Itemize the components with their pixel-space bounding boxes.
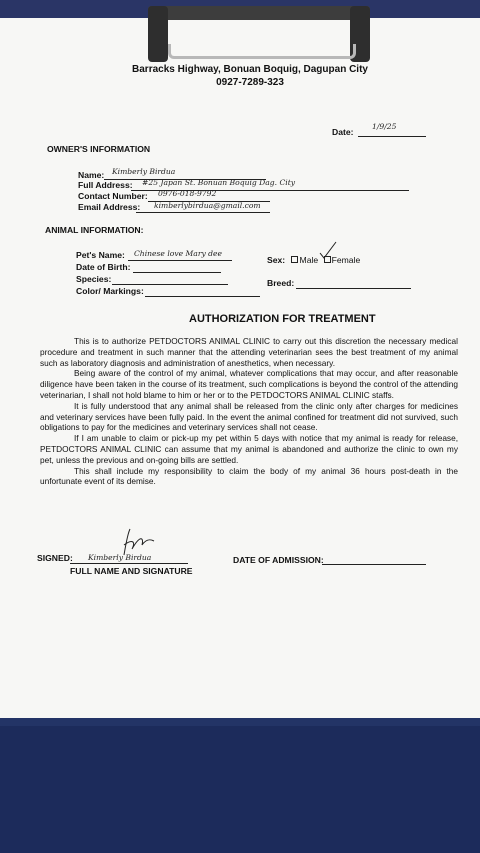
admission-line: [322, 564, 426, 565]
clipboard-clip: [148, 6, 370, 64]
clinic-address: Barracks Highway, Bonuan Boquig, Dagupan City: [132, 64, 368, 75]
contact-value: 0976-018-9792: [158, 189, 217, 198]
species-label: Species:: [76, 274, 112, 284]
paper-sheet: [0, 18, 480, 718]
female-check-mark: [318, 240, 338, 260]
date-line: [358, 136, 426, 137]
contact-label: Contact Number:: [78, 191, 148, 201]
document-title: AUTHORIZATION FOR TREATMENT: [189, 313, 376, 325]
name-label: Name:: [78, 170, 105, 180]
clipboard-board: [0, 718, 480, 853]
signature-caption: FULL NAME AND SIGNATURE: [70, 566, 193, 576]
handwritten-signature: [118, 525, 158, 559]
owner-section-heading: OWNER'S INFORMATION: [47, 144, 151, 154]
signed-label: SIGNED:: [37, 553, 73, 563]
paragraph-2: Being aware of the control of my animal, whatever complications that may occur, and after reasonable diligence have been taken in the course of its treatment, such complications is beyond the control of the attending veterinarian, I shall not hold blame to him or her or to the PETDOCTORS ANIMAL CLINIC staffs.: [40, 368, 458, 400]
species-line: [112, 284, 228, 285]
address-label: Full Address:: [78, 180, 133, 190]
color-label: Color/ Markings:: [76, 286, 144, 296]
address-value: #25 Japan St. Bonuan Boquig Dag. City: [142, 178, 296, 187]
email-value: kimberlybirdua@gmail.com: [154, 201, 261, 210]
admission-label: DATE OF ADMISSION:: [233, 555, 324, 565]
female-option: Female: [331, 255, 361, 265]
sex-label: Sex:: [267, 255, 286, 265]
pet-name-value: Chinese love Mary dee: [134, 249, 223, 258]
authorization-text: [40, 336, 458, 487]
signed-name-value: Kimberly Birdua: [88, 553, 152, 562]
date-value: 1/9/25: [372, 122, 397, 131]
email-label: Email Address:: [78, 202, 141, 212]
email-line: [136, 212, 270, 213]
signature-line: [70, 563, 188, 564]
dob-label: Date of Birth:: [76, 262, 131, 272]
animal-section-heading: ANIMAL INFORMATION:: [45, 225, 144, 235]
pet-name-label: Pet's Name:: [76, 250, 125, 260]
paragraph-5: This shall include my responsibility to claim the body of my animal 36 hours post-death in the unfortunate event of its demise.: [40, 465, 458, 487]
male-checkbox[interactable]: [291, 256, 298, 263]
date-label: Date:: [332, 127, 354, 137]
clinic-phone: 0927-7289-323: [216, 77, 284, 88]
dob-line: [133, 272, 221, 273]
male-option: Male: [299, 255, 319, 265]
paragraph-4: If I am unable to claim or pick-up my pet within 5 days with notice that my animal is ready for release, PETDOCTORS ANIMAL CLINIC can assume that my animal is abandoned and authorize the clinic to own my pet, unless the previous and on-going bills are settled.: [40, 433, 458, 465]
color-line: [145, 296, 260, 297]
breed-label: Breed:: [267, 278, 295, 288]
paragraph-3: It is fully understood that any animal shall be released from the clinic only after charges for medicines and veterinary services have been fully paid. In the event the animal confined for treatment did not survived, such obligations to pay for the medicines and veterinary services shall not cease.: [40, 400, 458, 433]
breed-line: [296, 288, 411, 289]
pet-name-line: [128, 260, 232, 261]
name-value: Kimberly Birdua: [112, 167, 176, 176]
paragraph-1: This is to authorize PETDOCTORS ANIMAL CLINIC to carry out this discretion the necessary medical procedure and treatment in such manner that the attending veterinarian sees the best treatment of my animal such as laboratory diagnosis and administration of anesthetics, when necessary.: [40, 336, 458, 368]
sex-field: [267, 255, 360, 265]
